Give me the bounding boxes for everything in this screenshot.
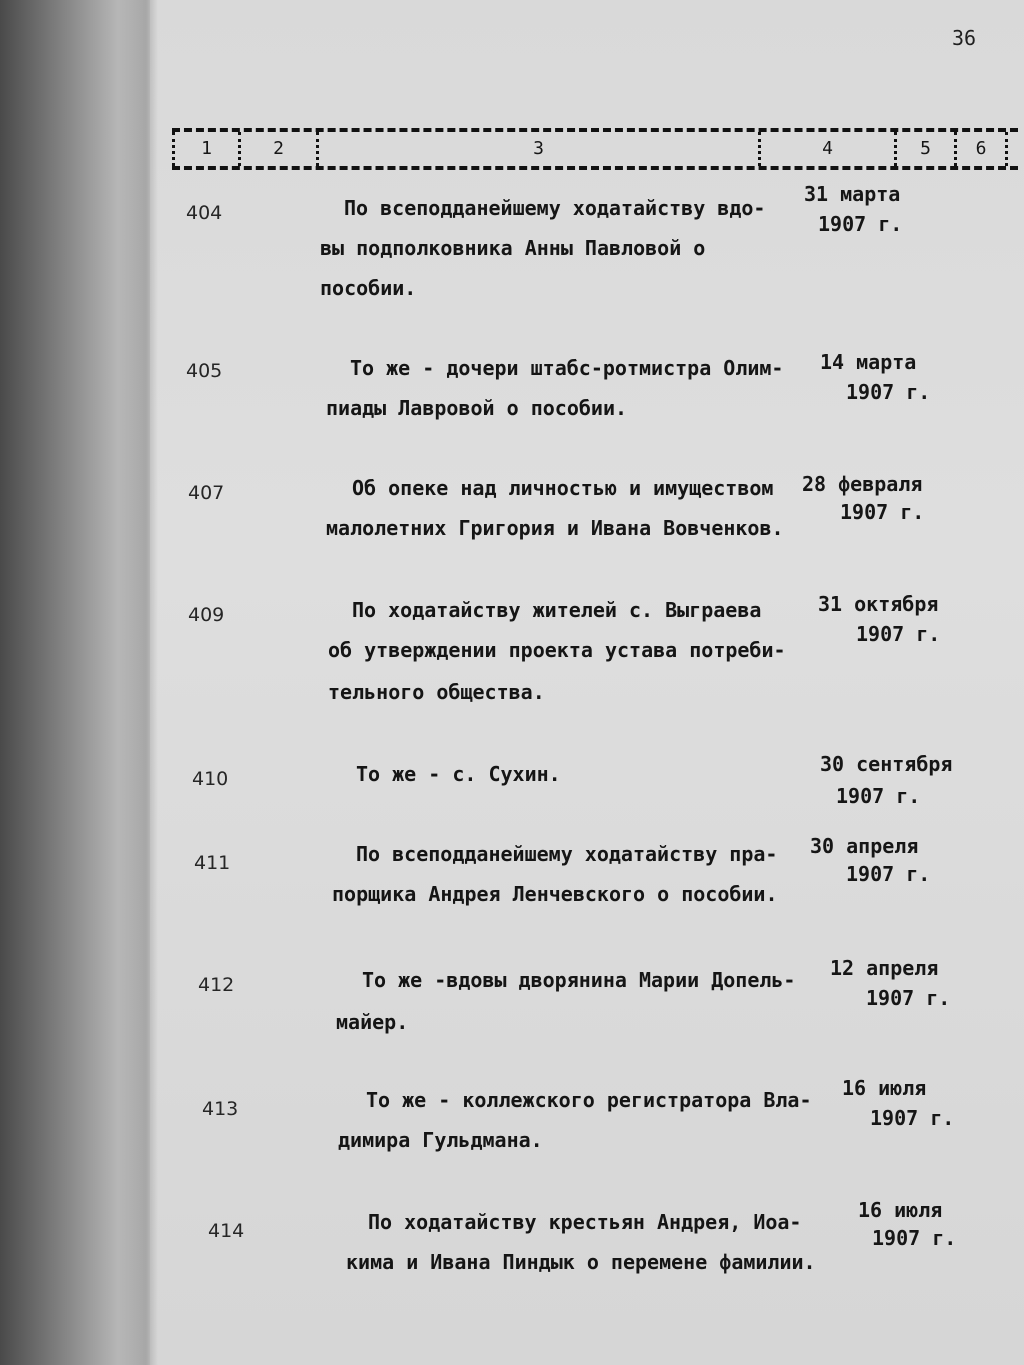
entry-text-line: тельного общества.	[328, 680, 545, 704]
entry-text-line: об утверждении проекта устава потреби-	[328, 638, 786, 662]
entry-text-line: малолетних Григория и Ивана Вовченков.	[326, 516, 784, 540]
entry-text-line: То же - с. Сухин.	[356, 762, 561, 786]
entry-date-day: 31 марта	[804, 182, 901, 206]
entry-date-year: 1907 г.	[870, 1106, 955, 1130]
header-col-5: 5	[894, 132, 954, 166]
entry-text-line: По всеподданейшему ходатайству пра-	[356, 842, 778, 866]
entry-number: 407	[188, 482, 225, 504]
entry-number: 413	[202, 1098, 239, 1120]
entry-date-year: 1907 г.	[836, 784, 921, 808]
entry-text-line: То же - коллежского регистратора Вла-	[366, 1088, 812, 1112]
binding-shadow	[118, 0, 158, 1365]
entry-date-day: 30 сентября	[820, 752, 953, 776]
entry-date-year: 1907 г.	[866, 986, 951, 1010]
entry-text-line: То же - дочери штабс-ротмистра Олим-	[350, 356, 784, 380]
entry-text-line: вы подполковника Анны Павловой о	[320, 236, 706, 260]
entry-date-year: 1907 г.	[846, 862, 931, 886]
entry-number: 404	[186, 202, 223, 224]
entry-date-year: 1907 г.	[840, 500, 925, 524]
entry-text-line: По всеподданейшему ходатайству вдо-	[344, 196, 766, 220]
entry-number: 412	[198, 974, 235, 996]
entry-text-line: Об опеке над личностью и имуществом	[352, 476, 774, 500]
entry-number: 405	[186, 360, 223, 382]
entry-number: 410	[192, 768, 229, 790]
header-col-6: 6	[954, 132, 1008, 166]
entry-number: 411	[194, 852, 231, 874]
entry-text-line: порщика Андрея Ленчевского о пособии.	[332, 882, 778, 906]
header-col-4: 4	[758, 132, 894, 166]
entry-date-year: 1907 г.	[856, 622, 941, 646]
header-col-2: 2	[238, 132, 316, 166]
entry-date-day: 16 июля	[858, 1198, 943, 1222]
entry-text-line: пособии.	[320, 276, 417, 300]
header-col-1: 1	[172, 132, 238, 166]
page-number: 36	[952, 26, 977, 50]
entry-date-day: 16 июля	[842, 1076, 927, 1100]
entry-text-line: По ходатайству жителей с. Выграева	[352, 598, 762, 622]
entry-date-year: 1907 г.	[818, 212, 903, 236]
entry-text-line: То же -вдовы дворянина Марии Допель-	[362, 968, 796, 992]
entry-number: 409	[188, 604, 225, 626]
entry-date-day: 12 апреля	[830, 956, 939, 980]
entry-text-line: кима и Ивана Пиндык о перемене фамилии.	[346, 1250, 816, 1274]
entry-number: 414	[208, 1220, 245, 1242]
entry-date-day: 31 октября	[818, 592, 939, 616]
entry-date-year: 1907 г.	[846, 380, 931, 404]
entry-text-line: майер.	[336, 1010, 409, 1034]
entry-date-day: 14 марта	[820, 350, 917, 374]
entry-date-day: 30 апреля	[810, 834, 919, 858]
entry-text-line: пиады Лавровой о пособии.	[326, 396, 628, 420]
entry-date-year: 1907 г.	[872, 1226, 957, 1250]
entry-date-day: 28 февраля	[802, 472, 923, 496]
entry-text-line: димира Гульдмана.	[338, 1128, 543, 1152]
table-header	[172, 128, 1018, 170]
entry-text-line: По ходатайству крестьян Андрея, Иоа-	[368, 1210, 802, 1234]
header-col-3: 3	[316, 132, 758, 166]
